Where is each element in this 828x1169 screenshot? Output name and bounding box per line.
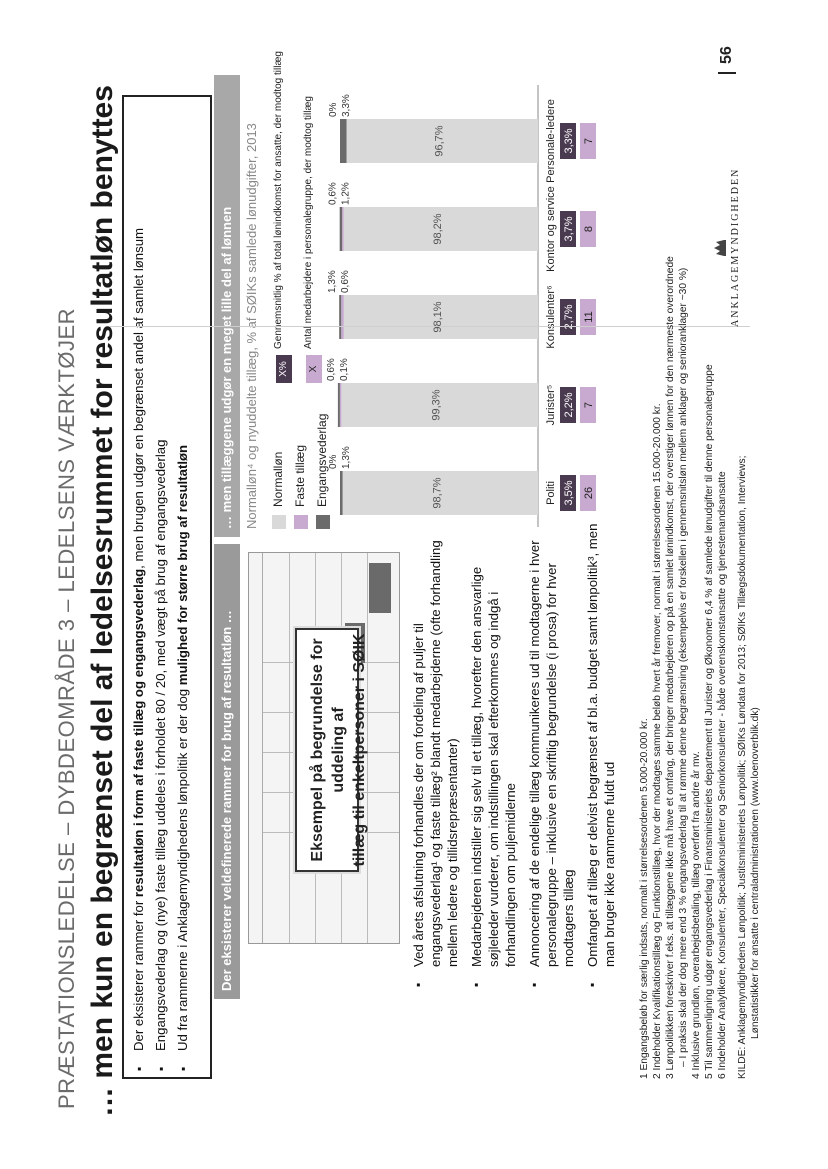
footnote: 2 Indeholder Kvalifikationstillæg og Funktionstillæg, hvor der modtages samme beløb hvert år fremover, normalt i størrelsesordenen 15.000-20.000 kr. [652, 403, 663, 1079]
pct-box-label: 3,5% [563, 480, 575, 506]
pct-box-label: 2,7% [563, 304, 575, 330]
data-label-faste: 0% [328, 102, 339, 117]
left-bullet: ▪ Medarbejderen indstiller sig selv til et tillæg, hvorefter den ansvarlige søjleleder vurderer, om indstillingen skal efterkommes og indgå i forhandlingen om puljemidlerne [468, 522, 519, 967]
bar-engang [339, 295, 341, 339]
footnote: 4 Inklusive grundløn, overarbejdsbetaling, tillæg overført fra andre år mv. [691, 751, 702, 1079]
example-callout-line: tillæg til enkeltpersoner i SØIK [351, 633, 368, 867]
data-label-normal: 98,2% [431, 213, 444, 245]
category-label: Kontor og service [545, 186, 557, 272]
legend-count-note: Antal medarbejdere i personalegruppe, der modtog tillæg [303, 96, 314, 349]
data-label-normal: 99,3% [430, 389, 443, 421]
summary-bullet: ▪ Ud fra rammerne i Anklagemyndighedens lønpolitik er der dog mulighed for større brug af resultatløn [172, 97, 194, 1051]
footnote: 6 Indeholder Analytikere, Konsulenter, Specialkonsulenter og Seniorkonsulenter - både overenskomstansatte og tjenestemandsansatte [717, 471, 728, 1079]
bar-engang [340, 471, 343, 515]
data-label-faste: 1,3% [327, 270, 339, 293]
category-label: Jurister⁵ [545, 384, 557, 426]
count-box-label: 8 [583, 225, 595, 233]
footnote: – I praksis skal der dog mere end 3 % engangsvederlag til at rømme denne begrænsning (eksempelvis er forskellen i gennemsnitsløn mellem anklager og senioranklager ~30 %) [678, 267, 689, 1067]
data-label-faste: 0,6% [327, 182, 339, 205]
left-bullet: ▪ Ved årets afslutning forhandles der om fordeling af puljer til engangsvederlag¹ og faste tillæg² blandt medarbejderne (ofte forhandling mellem ledere og tillidsrepræsentanter) [410, 522, 461, 967]
chart-subtitle: Normalløn⁴ og nyuddelte tillæg, % af SØIKs samlede lønudgifter, 2013 [244, 123, 259, 529]
data-label-faste: 0,6% [325, 358, 337, 381]
data-label-normal: 96,7% [433, 125, 446, 157]
data-label-engang: 1,2% [340, 182, 352, 205]
section-kicker: PRÆSTATIONSLEDELSE – DYBDEOMRÅDE 3 – LEDELSENS VÆRKTØJER [54, 307, 79, 1109]
page-number: 56 [718, 46, 736, 74]
thumbnail-header-strip [249, 553, 263, 943]
data-label-engang: 0,6% [340, 270, 352, 293]
legend-label-faste: Faste tillæg [293, 444, 307, 507]
logo-text: ANKLAGEMYNDIGHEDEN [730, 167, 741, 327]
summary-bullet: ▪ Der eksisterer rammer for resultatløn i form af faste tillæg og engangsvederlag, men brugen udgør en begrænset andel af samlet lønsum [128, 97, 150, 1051]
legend-label-normal: Normalløn [271, 451, 285, 507]
bar-faste [340, 383, 342, 427]
crown-icon [712, 239, 726, 257]
footnotes-cont [716, 79, 729, 1079]
left-bullets [410, 522, 625, 989]
data-label-engang: 0,1% [338, 358, 350, 381]
count-box-label: 7 [583, 401, 595, 409]
page-title: … men kun en begrænset del af ledelsesrummet for resultatløn benyttes [86, 85, 119, 1117]
count-box-label: 26 [583, 486, 595, 500]
left-section-header: Der eksisterer veldefinerede rammer for brug af resultatløn … [214, 544, 240, 999]
footnote: 3 Lønpolitikken foreskriver f.eks. at tillæggene ikke må have et omfang, der bringer medarbejderen op på en samlet lønindkomst, der overstiger lønnen for den nærmeste overordnede [665, 256, 676, 1079]
legend-pct-note: Gennemsnitlig % af total lønindkomst for ansatte, der modtog tillæg [273, 51, 284, 349]
left-bullet: ▪ Omfanget af tillæg er delvist begrænset af bl.a. budget samt lønpolitik³, men man bruger ikke rammerne fuldt ud [584, 522, 618, 967]
pct-box-label: 2,2% [563, 392, 575, 418]
legend-label-engang: Engangsvederlag [315, 413, 329, 507]
bar-engang [340, 119, 347, 163]
data-label-engang: 1,3% [341, 446, 352, 469]
right-section-header: … men tillæggene udgør en meget lille del af lønnen [214, 75, 240, 537]
footnote: 5 Til sammenligning udgør engangsvederlag i Finansministeriets departement til Jurister og Økonomer 6,4 % af samlede lønudgifter til denne personalegruppe [704, 364, 715, 1079]
bar-faste [342, 207, 344, 251]
category-label: Personale-ledere [545, 99, 557, 183]
footnotes [638, 79, 716, 1079]
thumbnail-dark-cell [369, 563, 391, 613]
bar-faste [341, 295, 344, 339]
legend-pct-box: X% [276, 355, 292, 383]
footnote: 1 Engangsbeløb for særlig indsats, normalt i størrelsesordenen 5.000-20.000 kr. [639, 718, 650, 1079]
bar-engang [340, 207, 342, 251]
pct-box-label: 3,3% [563, 128, 575, 154]
count-box-label: 7 [583, 137, 595, 145]
data-label-normal: 98,1% [431, 301, 444, 333]
example-callout [295, 628, 368, 872]
summary-bullets [128, 97, 194, 1077]
source-line: Lønstatistikker for ansatte i centraladministrationen (www.loenoverblik.dk) [750, 707, 761, 1039]
data-label-engang: 3,3% [341, 94, 352, 117]
summary-box [122, 95, 212, 1079]
source-note [736, 379, 762, 1079]
left-bullet: ▪ Annoncering af de endelige tillæg kommunikeres ud til modtagerne i hver personalegruppe – inklusive en skriftlig begrundelse (i prosa) for hver modtagers tillæg [526, 522, 577, 967]
category-label: Politi [545, 481, 557, 505]
thumbnail-row-line [289, 553, 290, 943]
bar-engang [338, 383, 340, 427]
data-label-faste: 0% [328, 454, 339, 469]
source-line: KILDE: Anklagemyndighedens Lønpolitik; Justitsministeriets Lønpolitik; SØIKs Løndata for 2013; SØIKs Tillægsdokumentation, Interviews; [737, 455, 748, 1079]
summary-bullet: ▪ Engangsvederlag og (nye) faste tillæg uddeles i forholdet 80 / 20, med vægt på brug af engangsvederlag [150, 97, 172, 1051]
example-callout-line: Eksempel på begrundelse for uddeling af [309, 638, 347, 862]
category-label: Konsulenter⁶ [545, 285, 557, 349]
count-box-label: 11 [583, 311, 595, 323]
data-label-normal: 98,7% [431, 477, 444, 509]
legend-count-box: X [306, 355, 322, 383]
salary-chart [248, 75, 595, 537]
pct-box-label: 3,7% [563, 216, 575, 242]
